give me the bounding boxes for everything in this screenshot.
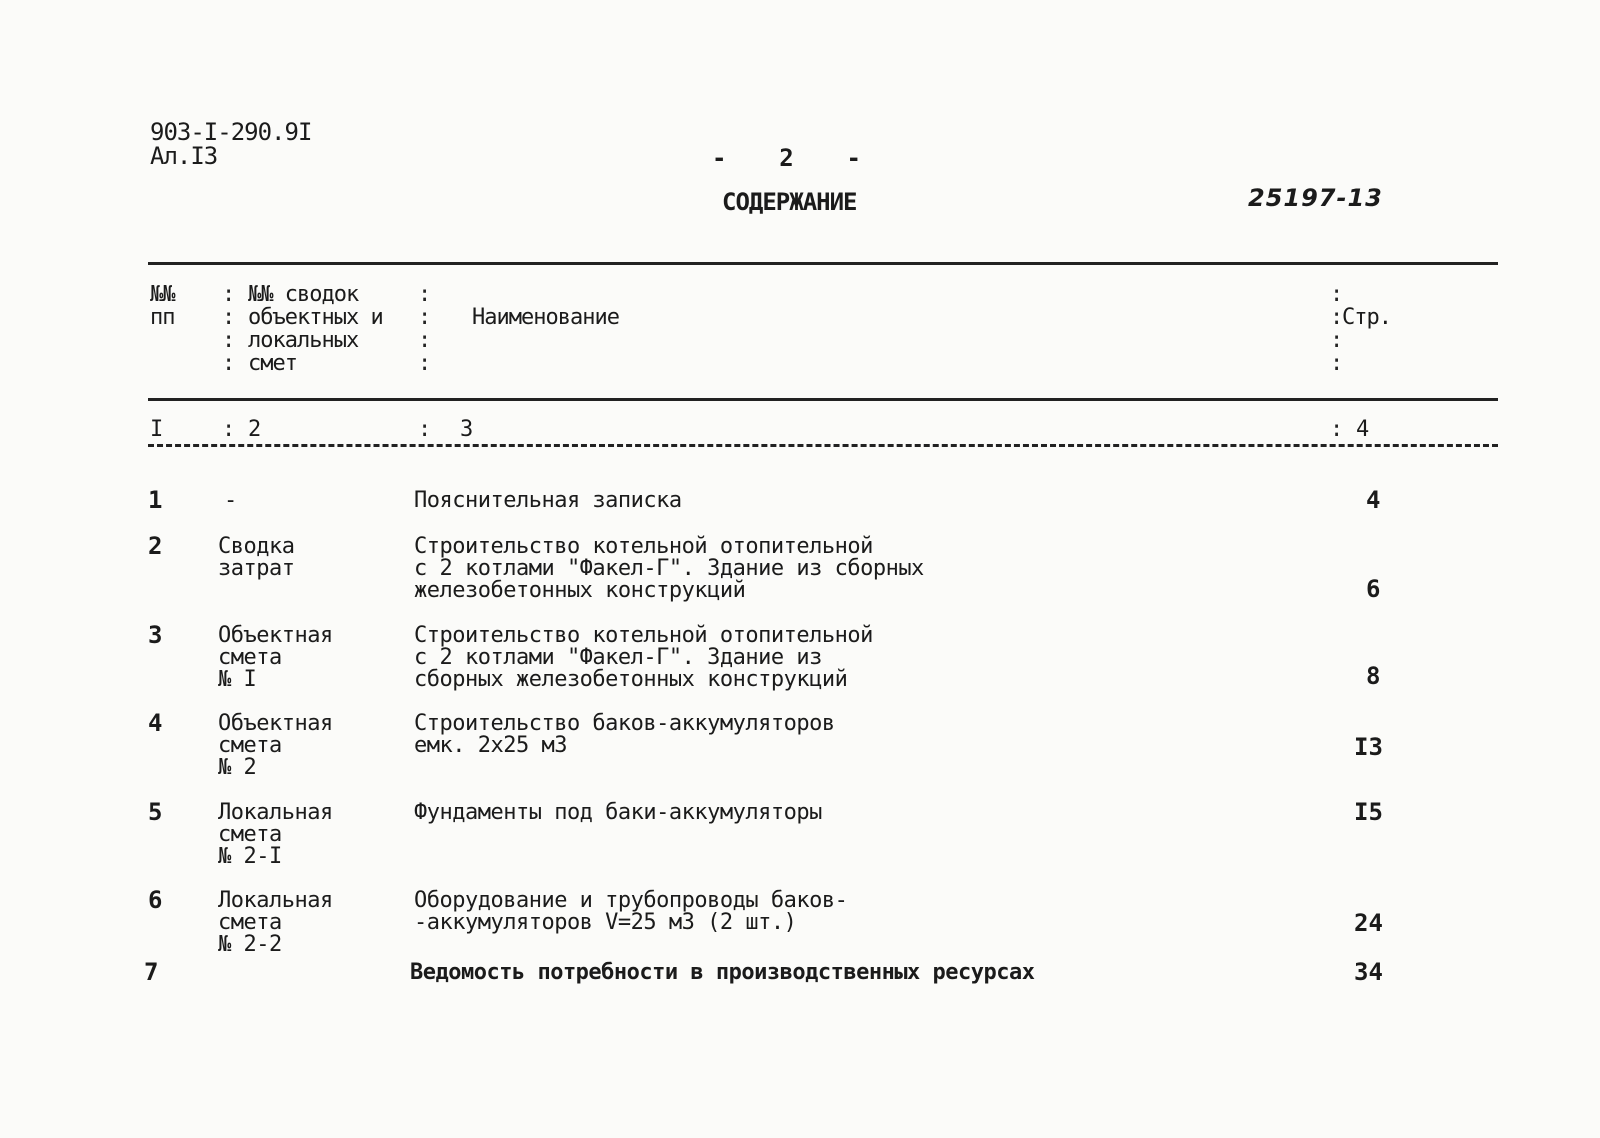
row-name: Строительство баков-аккумуляторов емк. 2х25 м3 — [414, 711, 835, 758]
row-name: Ведомость потребности в производственных ресурсах — [410, 960, 1035, 985]
page-title: СОДЕРЖАНИЕ — [722, 188, 857, 216]
column-number-rule — [148, 444, 1498, 447]
row-page: 8 — [1366, 662, 1381, 690]
column-separator: : : : : — [1330, 282, 1343, 376]
column-separator: : — [1330, 417, 1343, 442]
row-name: Оборудование и трубопроводы баков- -аккумуляторов V=25 м3 (2 шт.) — [414, 888, 848, 935]
table-top-rule — [148, 262, 1498, 265]
column-header-estimate: №№ сводок объектных и локальных смет — [248, 282, 383, 376]
row-name: Пояснительная записка — [414, 488, 682, 513]
column-header-number: №№ пп — [150, 282, 175, 330]
row-number: 2 — [148, 532, 163, 560]
inventory-number: 25197-13 — [1248, 184, 1383, 212]
row-page: 4 — [1366, 486, 1381, 514]
column-header-page: Стр. — [1342, 305, 1391, 330]
row-number: 5 — [148, 798, 163, 826]
row-estimate: - — [224, 488, 237, 513]
column-number-3: 3 — [460, 417, 473, 442]
row-page: 6 — [1366, 575, 1381, 603]
column-header-name: Наименование — [472, 305, 619, 330]
row-estimate: Локальная смета № 2-2 — [218, 888, 333, 957]
page-number: - 2 - — [712, 144, 860, 172]
row-page: I3 — [1354, 733, 1383, 761]
album-number: Ал.I3 — [150, 142, 218, 170]
row-number: 1 — [148, 486, 163, 514]
row-number: 3 — [148, 621, 163, 649]
header-bottom-rule — [148, 398, 1498, 401]
row-number: 6 — [148, 886, 163, 914]
column-separator: : : : : — [418, 282, 431, 376]
row-number: 7 — [144, 958, 159, 986]
column-separator: : : : : — [222, 282, 235, 376]
row-name: Фундаменты под баки-аккумуляторы — [414, 800, 822, 825]
row-page: 24 — [1354, 909, 1383, 937]
row-number: 4 — [148, 709, 163, 737]
row-estimate: Сводка затрат — [218, 534, 295, 581]
column-number-4: 4 — [1356, 417, 1369, 442]
row-estimate: Объектная смета № 2 — [218, 711, 333, 780]
column-separator: : — [418, 417, 431, 442]
row-estimate: Объектная смета № I — [218, 623, 333, 692]
column-number-2: 2 — [248, 417, 261, 442]
row-estimate: Локальная смета № 2-I — [218, 800, 333, 869]
row-name: Строительство котельной отопительной с 2 котлами "Факел-Г". Здание из сборных железобетонных конструкций — [414, 534, 924, 603]
column-separator: : — [222, 417, 235, 442]
column-number-1: I — [150, 417, 163, 442]
document-code: 903-I-290.9I — [150, 118, 312, 146]
row-name: Строительство котельной отопительной с 2 котлами "Факел-Г". Здание из сборных железобетонных конструкций — [414, 623, 873, 692]
row-page: I5 — [1354, 798, 1383, 826]
row-page: 34 — [1354, 958, 1383, 986]
